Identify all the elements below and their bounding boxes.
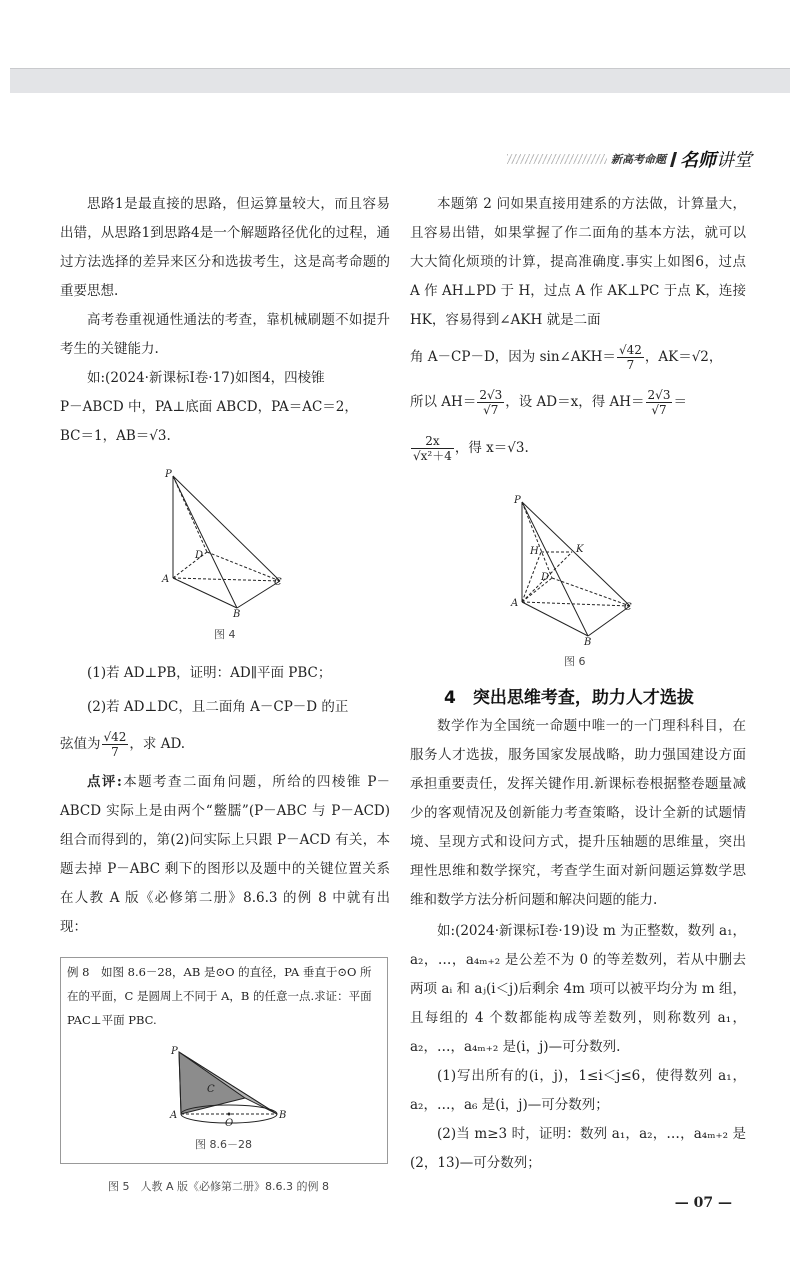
edge-dc bbox=[207, 552, 280, 581]
paragraph-example-line3: BC＝1，AB＝√3. bbox=[60, 428, 171, 444]
header-big-title: 名师讲堂 bbox=[680, 150, 752, 171]
svg-text:D: D bbox=[541, 572, 550, 583]
label-c: C bbox=[274, 577, 282, 588]
svg-text:C: C bbox=[624, 602, 632, 613]
svg-text:A: A bbox=[170, 1110, 178, 1121]
figure-4-caption: 图 4 bbox=[214, 628, 236, 641]
figure-6-caption: 图 6 bbox=[564, 655, 586, 668]
svg-text:P: P bbox=[171, 1046, 178, 1057]
column-header bbox=[507, 146, 752, 172]
fraction-2sqrt3-sqrt7-a: $\frac{2√3}{√7}$ bbox=[479, 388, 503, 417]
paragraph-comment: 点评:本题考查二面角问题，所给的四棱锥 P－ABCD 实际上是由两个“鳖臑”(P－ABC 与 P－ACD)组合而得到的，第(2)问实际上只跟 P－ACD 有关，本题去掉 P－ABC 剩下的图形以及题中的关键位置关系在人教 A 版《必修第二册》8.6.3 的例 8 中就有出现： bbox=[60, 774, 391, 935]
sequence-question-2: (2)当 m≥3 时，证明：数列 a₁，a₂，…，a₄ₘ₊₂ 是(2，13)—可分数列； bbox=[410, 1126, 746, 1171]
left-column-top bbox=[60, 190, 390, 451]
textbook-example-box bbox=[60, 957, 388, 1164]
right-column-section4 bbox=[410, 712, 746, 1178]
svg-text:H: H bbox=[530, 546, 539, 557]
formula-line-x: $\frac{2x}{\text{√x²＋4}}$ ，得 x＝√3. bbox=[413, 434, 529, 463]
question-2: (2)若 AD⊥DC，且二面角 A－CP－D 的正 bbox=[87, 699, 349, 715]
left-column-questions bbox=[60, 656, 390, 764]
fraction-sqrt42-7: $\frac{√42}{7}$ bbox=[618, 343, 642, 372]
edge-pb bbox=[173, 476, 237, 608]
question-1: (1)若 AD⊥PB，证明：AD∥平面 PBC； bbox=[87, 665, 332, 681]
figure-6-pyramid bbox=[508, 494, 638, 646]
page-number: — 07 — bbox=[674, 1195, 732, 1211]
header-small-title: 新高考命题 bbox=[611, 153, 666, 166]
formula-line-ah: 所以 AH＝ $\frac{2√3}{√7}$ ，设 AD＝x，得 AH＝ $\frac{2√3}{√7}$ ＝ bbox=[410, 388, 687, 417]
svg-text:C: C bbox=[207, 1084, 215, 1095]
svg-text:K: K bbox=[576, 544, 584, 555]
figure-8-6-28-cone bbox=[169, 1046, 289, 1126]
figure-4-pyramid bbox=[155, 468, 285, 618]
label-p: P bbox=[165, 469, 172, 480]
sequence-question-1: (1)写出所有的(i，j)，1≤i＜j≤6，使得数列 a₁，a₂，…，a₆ 是(i，j)—可分数列； bbox=[410, 1068, 746, 1113]
figure-8-6-28-caption: 图 8.6－28 bbox=[195, 1138, 252, 1151]
formula-line-sin: 角 A－CP－D，因为 sin∠AKH＝ $\frac{√42}{7}$ ，AK＝√2， bbox=[410, 343, 723, 372]
paragraph-approach-summary: 思路1是最直接的思路，但运算量较大，而且容易出错，从思路1到思路4是一个解题路径优化的过程，通过方法选择的差异来区分和选拔考生，这是高考命题的重要思想. bbox=[60, 196, 390, 299]
section-4-title: 4 突出思维考查，助力人才选拔 bbox=[444, 688, 694, 708]
fraction-2x-over-sqrt: $\frac{2x}{\text{√x²＋4}}$ bbox=[413, 434, 452, 463]
svg-text:B: B bbox=[584, 637, 592, 646]
question-2-continued: 弦值为 $\frac{√42}{7}$ ，求 AD. bbox=[60, 730, 186, 759]
right-column-top bbox=[410, 190, 746, 471]
svg-text:O: O bbox=[225, 1118, 234, 1126]
paragraph-sequence-problem: 如:(2024·新课标Ⅰ卷·19)设 m 为正整数，数列 a₁，a₂，…，a₄ₘ₊₂ 是公差不为 0 的等差数列，若从中删去两项 aᵢ 和 aⱼ(i＜j)后剩余 4m 项可以被平均分为 m 组，且每组的 4 个数都能构成等差数列，则称数列 a₁，a₂，…，a₄ₘ₊₂ 是(i，j)—可分数列. bbox=[410, 923, 746, 1055]
header-separator bbox=[670, 152, 677, 167]
paragraph-example-line2: P－ABCD 中，PA⊥底面 ABCD，PA＝AC＝2， bbox=[60, 399, 358, 415]
edge-pd bbox=[173, 476, 207, 552]
label-b: B bbox=[233, 609, 241, 618]
example-8-text: 例 8 如图 8.6－28，AB 是⊙O 的直径，PA 垂直于⊙O 所在的平面，C 是圆周上不同于 A，B 的任意一点.求证：平面 PAC⊥平面 PBC. bbox=[67, 965, 372, 1027]
svg-text:P: P bbox=[514, 495, 521, 506]
svg-text:A: A bbox=[511, 598, 519, 609]
paragraph-dihedral-method: 本题第 2 问如果直接用建系的方法做，计算量大，且容易出错，如果掌握了作二面角的基本方法，就可以大大简化烦琐的计算，提高准确度.事实上如图6，过点 A 作 AH⊥PD 于 H，过点 A 作 AK⊥PC 于点 K，连接 HK，容易得到∠AKH 就是二面 bbox=[410, 196, 746, 328]
fraction-sqrt42-over-7: $\frac{√42}{7}$ bbox=[103, 730, 127, 759]
fraction-2sqrt3-sqrt7-b: $\frac{2√3}{√7}$ bbox=[647, 388, 671, 417]
edge-ac bbox=[173, 578, 280, 581]
label-d: D bbox=[195, 550, 204, 561]
figure-5-caption: 图 5 人教 A 版《必修第二册》8.6.3 的例 8 bbox=[108, 1180, 329, 1193]
svg-text:B: B bbox=[279, 1110, 287, 1121]
paragraph-section4-intro: 数学作为全国统一命题中唯一的一门理科科目，在服务人才选拔，服务国家发展战略，助力强国建设方面承担重要责任，发挥关键作用.新课标卷根据整卷题量减少的客观情况及创新能力考查策略，设计全新的试题情境、呈现方式和设问方式，提升压轴题的思维量，突出理性思维和数学探究，考查学生面对新问题运算数学思维和数学方法分析问题和解决问题的能力. bbox=[410, 718, 746, 908]
paragraph-example-intro: 如:(2024·新课标Ⅰ卷·17)如图4，四棱锥 bbox=[87, 370, 325, 386]
header-hatch-decoration bbox=[507, 154, 607, 164]
paragraph-general-methods: 高考卷重视通性通法的考查，靠机械刷题不如提升考生的关键能力. bbox=[60, 312, 390, 357]
edge-ab bbox=[173, 578, 237, 608]
left-column-comment bbox=[60, 768, 390, 942]
comment-label: 点评: bbox=[87, 774, 122, 790]
top-gray-bar bbox=[10, 68, 790, 93]
label-a: A bbox=[162, 574, 170, 585]
